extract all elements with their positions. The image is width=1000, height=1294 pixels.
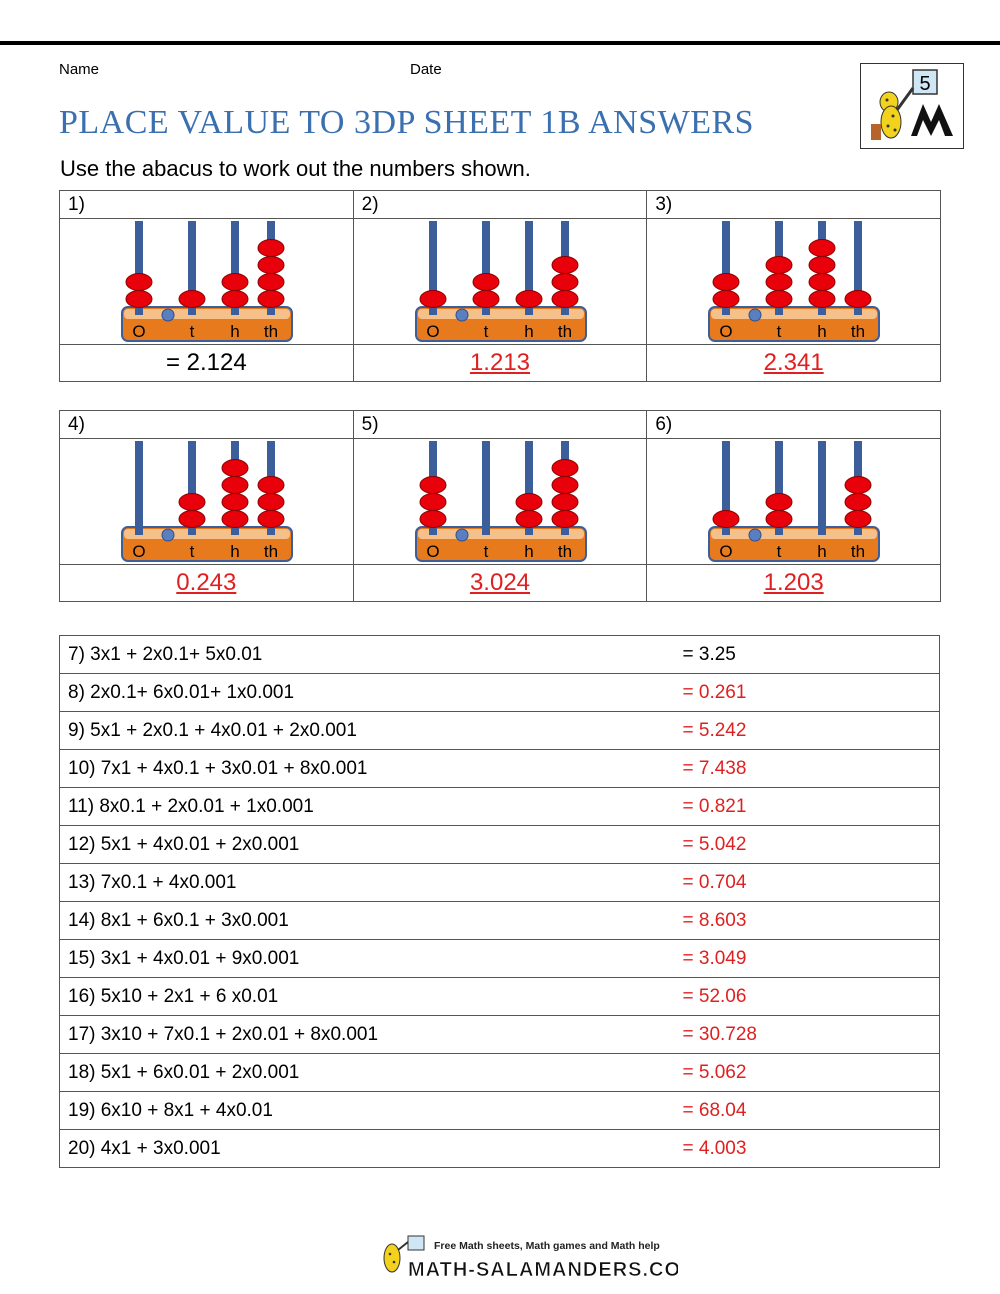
name-label: Name bbox=[59, 61, 100, 78]
abacus-bead bbox=[222, 274, 248, 291]
answer-text: 1.213 bbox=[469, 349, 531, 376]
abacus-bead bbox=[713, 511, 739, 528]
place-label: th bbox=[263, 542, 279, 561]
answer-cell bbox=[647, 345, 941, 382]
sum-question: 11) 8x0.1 + 2x0.01 + 1x0.001 bbox=[60, 788, 675, 826]
sum-row bbox=[60, 978, 940, 1016]
sum-answer: = 52.06 bbox=[675, 978, 940, 1016]
abacus bbox=[354, 439, 647, 564]
instructions: Use the abacus to work out the numbers shown. bbox=[60, 156, 531, 181]
sum-question: 19) 6x10 + 8x1 + 4x0.01 bbox=[60, 1092, 675, 1130]
place-label: h bbox=[230, 322, 240, 341]
place-label: th bbox=[557, 542, 572, 561]
place-label: O bbox=[719, 322, 733, 341]
abacus-bead bbox=[126, 291, 152, 308]
sum-question: 9) 5x1 + 2x0.1 + 4x0.01 + 2x0.001 bbox=[60, 712, 675, 750]
answer-cell bbox=[60, 345, 354, 382]
question-number: 2) bbox=[353, 191, 647, 219]
place-label: O bbox=[132, 322, 146, 341]
abacus-bead bbox=[552, 460, 578, 477]
abacus-bead bbox=[420, 494, 446, 511]
sum-row bbox=[60, 1092, 940, 1130]
place-label: h bbox=[817, 542, 828, 561]
abacus-bead bbox=[552, 274, 578, 291]
sum-answer: = 30.728 bbox=[675, 1016, 940, 1054]
abacus-bead bbox=[222, 511, 248, 528]
abacus-bead bbox=[845, 494, 871, 511]
sum-question: 20) 4x1 + 3x0.001 bbox=[60, 1130, 675, 1168]
answer-cell bbox=[353, 345, 647, 382]
abacus-bead bbox=[809, 240, 835, 257]
decimal-point bbox=[162, 309, 174, 321]
abacus-bead bbox=[420, 477, 446, 494]
abacus-cell bbox=[647, 439, 941, 565]
sum-row bbox=[60, 826, 940, 864]
question-number: 6) bbox=[647, 411, 941, 439]
abacus-bead bbox=[473, 274, 499, 291]
decimal-point bbox=[162, 529, 174, 541]
sum-answer: = 7.438 bbox=[675, 750, 940, 788]
place-label: O bbox=[426, 542, 440, 561]
date-label: Date bbox=[410, 61, 442, 78]
abacus-bead bbox=[258, 291, 284, 308]
answer-text: 0.243 bbox=[176, 569, 237, 596]
place-label: t bbox=[483, 322, 489, 341]
sum-answer: = 3.049 bbox=[675, 940, 940, 978]
place-label: th bbox=[263, 322, 279, 341]
sum-question: 18) 5x1 + 6x0.01 + 2x0.001 bbox=[60, 1054, 675, 1092]
sum-row bbox=[60, 1054, 940, 1092]
abacus-base-highlight bbox=[124, 529, 290, 539]
abacus-base-highlight bbox=[711, 309, 877, 319]
abacus-bead bbox=[179, 494, 205, 511]
place-label: h bbox=[523, 322, 534, 341]
salamander-logo bbox=[860, 63, 964, 149]
abacus-bead bbox=[222, 494, 248, 511]
abacus-base-highlight bbox=[418, 309, 584, 319]
sum-row bbox=[60, 674, 940, 712]
abacus-bead bbox=[222, 291, 248, 308]
place-label: O bbox=[132, 542, 146, 561]
abacus-bead bbox=[766, 511, 792, 528]
abacus-bead bbox=[258, 257, 284, 274]
abacus-bead bbox=[766, 291, 792, 308]
abacus-bead bbox=[258, 240, 284, 257]
abacus-bead bbox=[713, 274, 739, 291]
abacus-bead bbox=[258, 477, 284, 494]
sum-question: 10) 7x1 + 4x0.1 + 3x0.01 + 8x0.001 bbox=[60, 750, 675, 788]
place-label: t bbox=[189, 542, 195, 561]
sum-answer: = 5.062 bbox=[675, 1054, 940, 1092]
sum-row bbox=[60, 636, 940, 674]
sum-question: 13) 7x0.1 + 4x0.001 bbox=[60, 864, 675, 902]
abacus-cell bbox=[353, 219, 647, 345]
abacus-bead bbox=[420, 291, 446, 308]
answer-cell bbox=[353, 565, 647, 602]
place-label: t bbox=[776, 322, 782, 341]
footer-site-name: MATH-SALAMANDERS.COM bbox=[408, 1259, 678, 1281]
footer-logo bbox=[378, 1232, 678, 1282]
place-label: t bbox=[483, 542, 489, 561]
sum-answer: = 3.25 bbox=[675, 636, 940, 674]
abacus-bead bbox=[552, 257, 578, 274]
abacus-bead bbox=[222, 460, 248, 477]
sum-row bbox=[60, 788, 940, 826]
place-label: th bbox=[851, 322, 866, 341]
abacus-bead bbox=[179, 291, 205, 308]
abacus-bead bbox=[126, 274, 152, 291]
question-number: 3) bbox=[647, 191, 941, 219]
abacus-bead bbox=[766, 257, 792, 274]
abacus-bead bbox=[516, 511, 542, 528]
decimal-point bbox=[749, 529, 761, 541]
abacus bbox=[647, 439, 940, 564]
abacus-cell bbox=[647, 219, 941, 345]
sum-answer: = 68.04 bbox=[675, 1092, 940, 1130]
question-number: 4) bbox=[60, 411, 354, 439]
abacus-bead bbox=[258, 511, 284, 528]
sum-row bbox=[60, 750, 940, 788]
decimal-point bbox=[456, 309, 468, 321]
abacus-bead bbox=[809, 274, 835, 291]
place-label: h bbox=[817, 322, 828, 341]
sum-question: 12) 5x1 + 4x0.01 + 2x0.001 bbox=[60, 826, 675, 864]
footer-tagline: Free Math sheets, Math games and Math help bbox=[434, 1240, 660, 1252]
abacus-cell bbox=[60, 439, 354, 565]
abacus bbox=[647, 219, 940, 344]
top-rule bbox=[0, 41, 1000, 45]
sum-answer: = 5.242 bbox=[675, 712, 940, 750]
abacus bbox=[60, 219, 353, 344]
logo-grade-text: 5 bbox=[919, 73, 931, 95]
abacus-bead bbox=[713, 291, 739, 308]
abacus-bead bbox=[552, 291, 578, 308]
page-title: PLACE VALUE TO 3DP SHEET 1B ANSWERS bbox=[59, 104, 755, 141]
abacus-bead bbox=[809, 291, 835, 308]
sum-row bbox=[60, 1016, 940, 1054]
abacus bbox=[60, 439, 353, 564]
abacus-bead bbox=[258, 494, 284, 511]
abacus-bead bbox=[766, 494, 792, 511]
place-label: h bbox=[230, 542, 240, 561]
abacus-bead bbox=[222, 477, 248, 494]
abacus-rod bbox=[135, 441, 143, 535]
sum-row bbox=[60, 1130, 940, 1168]
abacus-base-highlight bbox=[124, 309, 290, 319]
sum-row bbox=[60, 864, 940, 902]
sum-row bbox=[60, 712, 940, 750]
answer-cell bbox=[60, 565, 354, 602]
sum-question: 7) 3x1 + 2x0.1+ 5x0.01 bbox=[60, 636, 675, 674]
abacus-bead bbox=[552, 477, 578, 494]
abacus-bead bbox=[516, 494, 542, 511]
abacus-rod bbox=[482, 441, 490, 535]
abacus-bead bbox=[845, 477, 871, 494]
sum-row bbox=[60, 940, 940, 978]
place-label: t bbox=[776, 542, 782, 561]
answer-text: 2.341 bbox=[763, 349, 824, 376]
abacus-bead bbox=[552, 511, 578, 528]
abacus-bead bbox=[473, 291, 499, 308]
abacus-cell bbox=[353, 439, 647, 565]
abacus-cell bbox=[60, 219, 354, 345]
abacus bbox=[354, 219, 647, 344]
decimal-point bbox=[456, 529, 468, 541]
question-number: 1) bbox=[60, 191, 354, 219]
decimal-point bbox=[749, 309, 761, 321]
answer-text: = 2.124 bbox=[165, 349, 247, 376]
sum-answer: = 0.821 bbox=[675, 788, 940, 826]
abacus-base-highlight bbox=[418, 529, 584, 539]
abacus-bead bbox=[845, 291, 871, 308]
sum-question: 16) 5x10 + 2x1 + 6 x0.01 bbox=[60, 978, 675, 1016]
abacus-bead bbox=[809, 257, 835, 274]
answer-text: 1.203 bbox=[763, 569, 824, 596]
sums-table bbox=[59, 635, 940, 1168]
answer-text: 3.024 bbox=[469, 569, 531, 596]
abacus-base-highlight bbox=[711, 529, 877, 539]
sum-question: 14) 8x1 + 6x0.1 + 3x0.001 bbox=[60, 902, 675, 940]
abacus-bead bbox=[179, 511, 205, 528]
abacus-bead bbox=[516, 291, 542, 308]
abacus-bead bbox=[766, 274, 792, 291]
sum-answer: = 8.603 bbox=[675, 902, 940, 940]
place-label: O bbox=[426, 322, 440, 341]
sum-answer: = 5.042 bbox=[675, 826, 940, 864]
sum-question: 15) 3x1 + 4x0.01 + 9x0.001 bbox=[60, 940, 675, 978]
sum-question: 8) 2x0.1+ 6x0.01+ 1x0.001 bbox=[60, 674, 675, 712]
abacus-grid-row-1 bbox=[59, 190, 941, 382]
abacus-bead bbox=[420, 511, 446, 528]
sum-row bbox=[60, 902, 940, 940]
sum-answer: = 0.261 bbox=[675, 674, 940, 712]
place-label: th bbox=[557, 322, 572, 341]
abacus-bead bbox=[258, 274, 284, 291]
abacus-rod bbox=[818, 441, 826, 535]
place-label: h bbox=[523, 542, 534, 561]
place-label: O bbox=[719, 542, 733, 561]
abacus-bead bbox=[845, 511, 871, 528]
sum-question: 17) 3x10 + 7x0.1 + 2x0.01 + 8x0.001 bbox=[60, 1016, 675, 1054]
answer-cell bbox=[647, 565, 941, 602]
abacus-grid-row-2 bbox=[59, 410, 941, 602]
question-number: 5) bbox=[353, 411, 647, 439]
abacus-bead bbox=[552, 494, 578, 511]
sum-answer: = 0.704 bbox=[675, 864, 940, 902]
sum-answer: = 4.003 bbox=[675, 1130, 940, 1168]
place-label: th bbox=[851, 542, 866, 561]
place-label: t bbox=[189, 322, 195, 341]
